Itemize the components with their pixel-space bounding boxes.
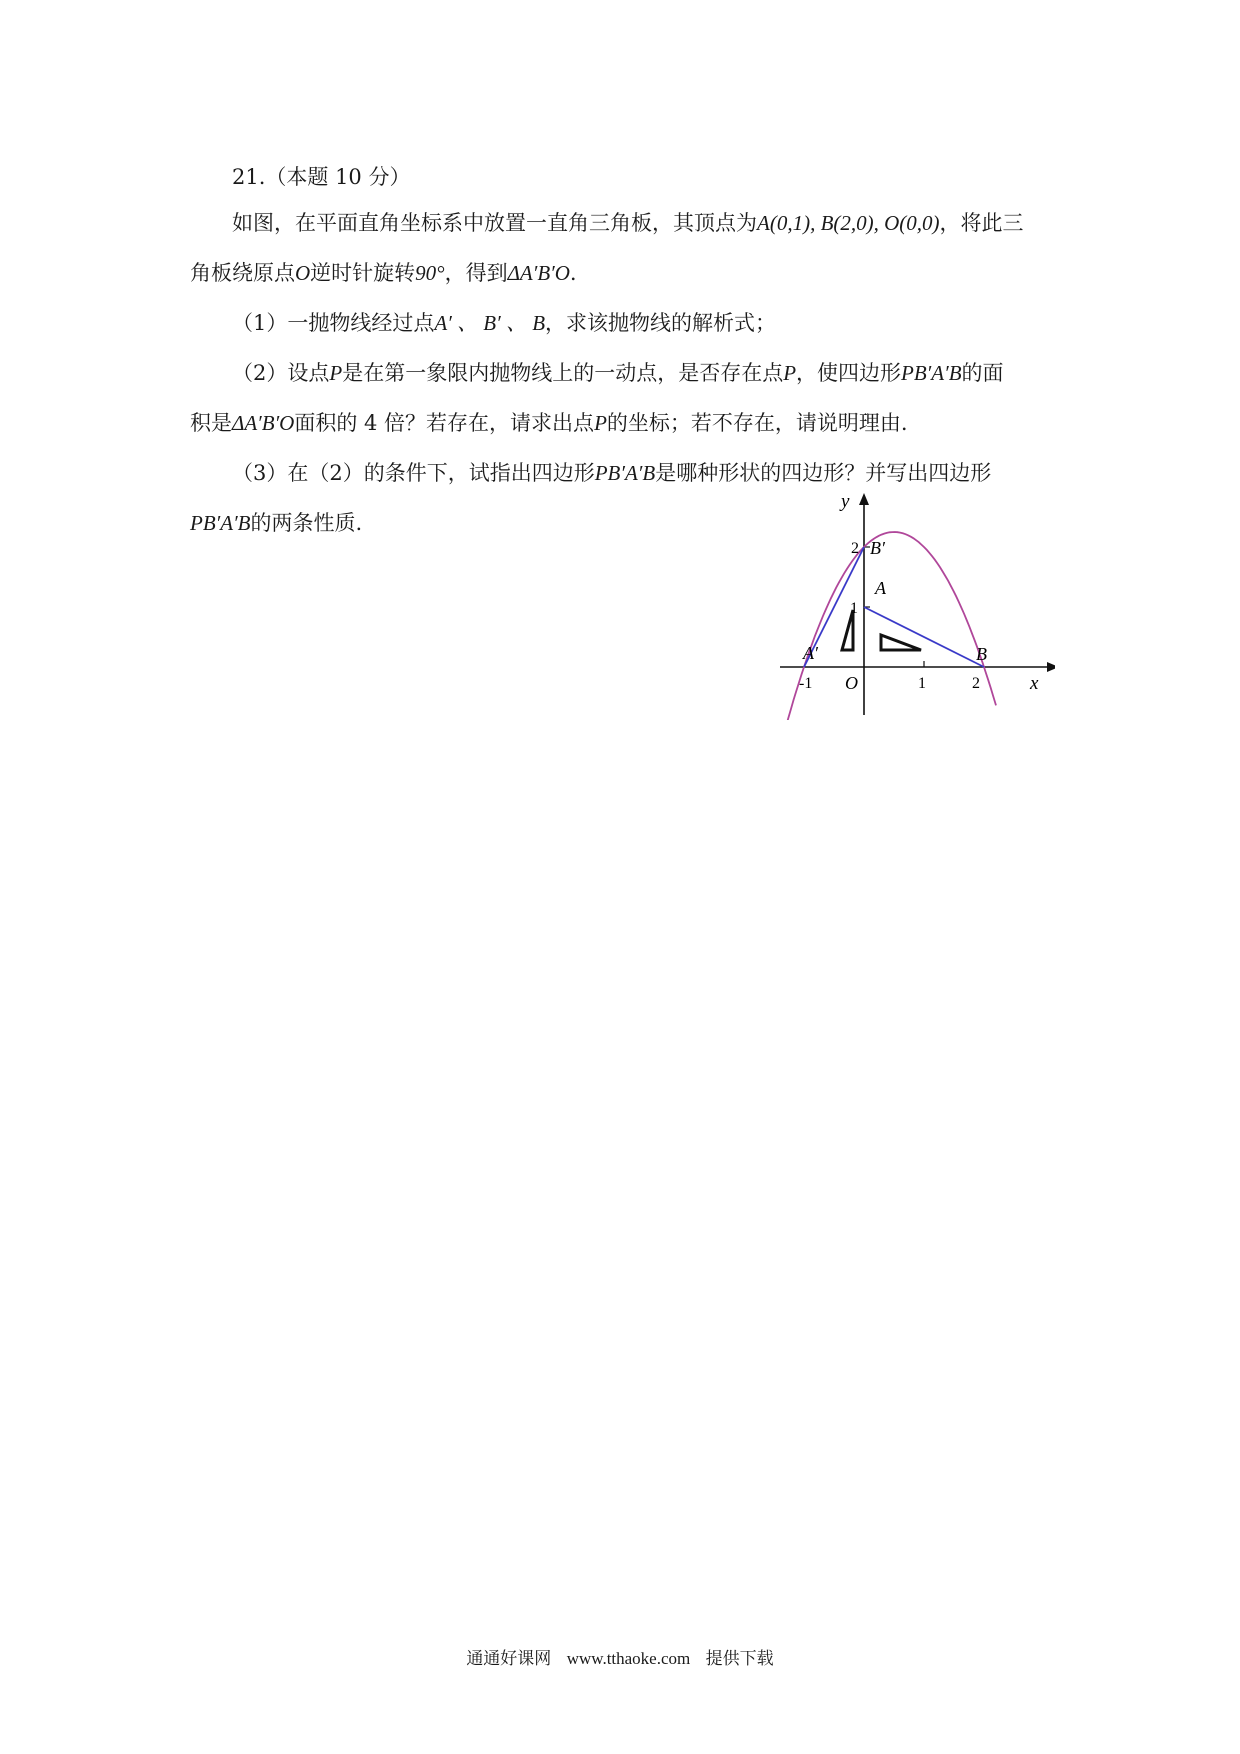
footer-url[interactable]: www.tthaoke.com <box>566 1649 691 1668</box>
intro-text-2: 角板绕原点 <box>190 261 295 285</box>
point-b-prime-label: B′ <box>870 538 885 558</box>
point-p: P <box>329 361 343 385</box>
question-2-line-1 <box>232 358 1004 388</box>
footer-suffix: 提供下载 <box>705 1649 774 1669</box>
x-tick-label-2: 2 <box>972 675 980 692</box>
rotation-angle: 90° <box>415 261 445 285</box>
q3-text-end: 是哪种形状的四边形？并写出四边形 <box>655 461 992 485</box>
question-3-line-2 <box>190 508 362 538</box>
quadrilateral-name: PB′A′B <box>594 461 656 485</box>
q3-text: （3）在（2）的条件下，试指出四边形 <box>232 461 595 485</box>
x-tick-label-neg1: -1 <box>799 675 813 692</box>
coordinate-figure <box>775 490 1055 720</box>
q1-text: （1）一抛物线经过点 <box>232 311 435 335</box>
q3-text-2-end: 的两条性质. <box>250 511 363 535</box>
q1-points: A′ 、 B′ 、 B <box>434 311 546 335</box>
y-axis-arrow <box>859 493 869 505</box>
q2-text-end: 的面 <box>961 361 1004 385</box>
point-p: P <box>783 361 797 385</box>
intro-line-2 <box>190 258 577 288</box>
question-2-line-2 <box>190 408 908 438</box>
intro-text-1-end: ，将此三 <box>939 211 1024 235</box>
q2-text-mid: 是在第一象限内抛物线上的一动点，是否存在点 <box>342 361 784 385</box>
intro-text-2-mid: 逆时针旋转 <box>310 261 416 285</box>
problem-header-text: 21.（本题 10 分） <box>232 165 411 189</box>
quadrilateral-name: PB′A′B <box>901 361 962 385</box>
q1-text-end: ，求该抛物线的解析式； <box>545 311 777 335</box>
q2-text-mid2: ，使四边形 <box>796 361 902 385</box>
q2-text: （2）设点 <box>232 361 330 385</box>
rotated-triangle: ΔA′B′O <box>507 261 570 285</box>
quadrilateral-name: PB′A′B <box>190 511 251 535</box>
point-p: P <box>594 411 607 435</box>
q2-text-2: 积是 <box>190 411 232 435</box>
coordinate-plane <box>775 490 1055 720</box>
point-a-label: A <box>875 578 886 598</box>
intro-text-2-mid2: ，得到 <box>444 261 508 285</box>
intro-line-1 <box>232 208 1024 238</box>
point-a-prime-label: A′ <box>803 643 818 663</box>
origin-symbol: O <box>295 261 311 285</box>
x-axis-label: x <box>1030 673 1039 694</box>
problem-header <box>232 162 410 192</box>
footer-site-name: 通通好课网 <box>466 1649 552 1669</box>
triangle-ruler-original <box>881 635 921 650</box>
q2-text-2-end: 的坐标；若不存在，请说明理由. <box>606 411 908 435</box>
question-1 <box>232 308 776 338</box>
intro-text-2-end: . <box>569 261 577 285</box>
y-tick-label-1: 1 <box>850 600 858 617</box>
x-tick-label-1: 1 <box>918 675 926 692</box>
question-3-line-1 <box>232 458 991 488</box>
vertex-coordinates: A(0,1), B(2,0), O(0,0) <box>757 211 940 235</box>
intro-text-1: 如图，在平面直角坐标系中放置一直角三角板，其顶点为 <box>232 211 757 235</box>
origin-label: O <box>845 673 858 693</box>
point-b-label: B <box>976 644 987 664</box>
y-axis-label: y <box>841 491 850 512</box>
parabola-curve <box>783 532 996 720</box>
y-tick-label-2: 2 <box>851 540 859 557</box>
q2-text-2-mid: 面积的 4 倍？若存在，请求出点 <box>294 411 595 435</box>
x-axis-arrow <box>1047 662 1055 672</box>
rotated-triangle: ΔA′B′O <box>232 411 295 435</box>
page-footer <box>0 1644 1240 1669</box>
